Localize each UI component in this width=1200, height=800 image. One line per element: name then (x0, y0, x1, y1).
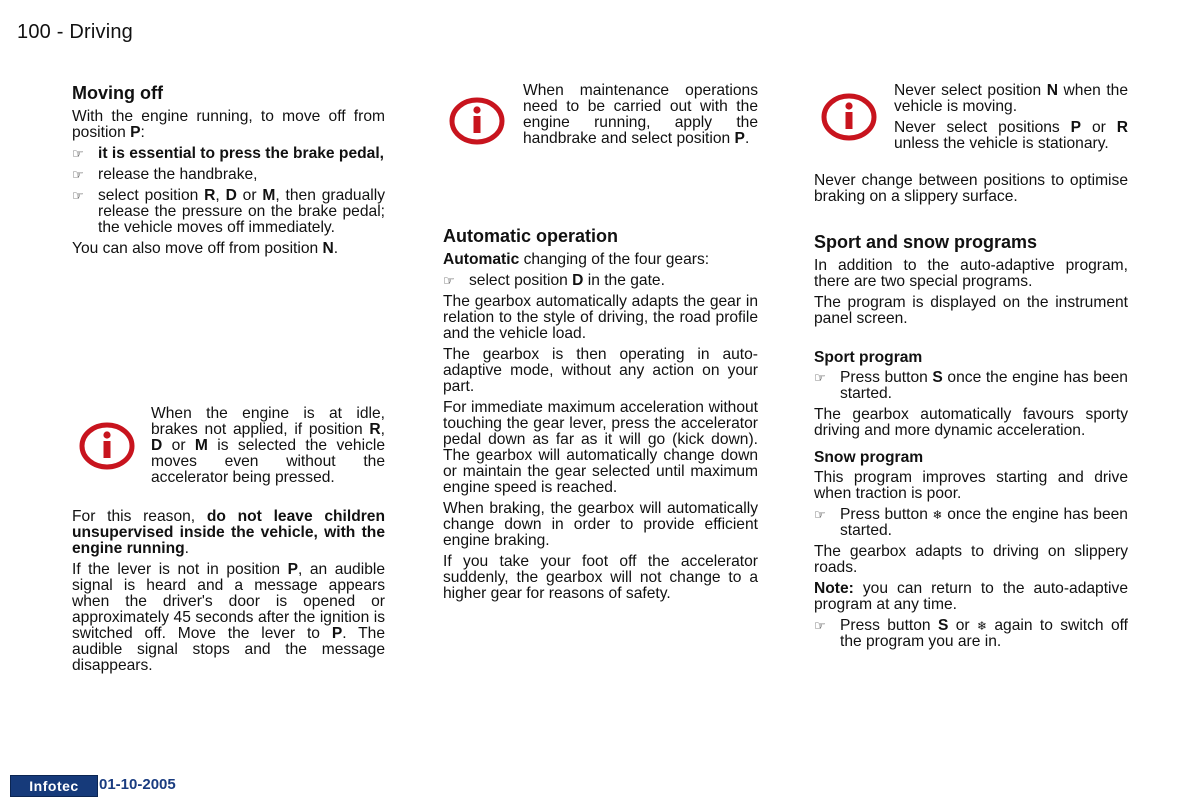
info-warning-icon (820, 91, 878, 143)
paragraph: In addition to the auto-adaptive program, there are two special programs. (814, 257, 1128, 290)
list-item: ☞ Press button ❄ once the engine has been started. (814, 506, 1128, 539)
snow-program-heading: Snow program (814, 449, 924, 466)
pointing-hand-icon: ☞ (72, 188, 84, 203)
list-item: ☞ it is essential to press the brake pedal, (72, 145, 384, 162)
infotec-logo: Infotec (10, 775, 98, 797)
list-item: ☞ select position R, D or M, then gradually release the pressure on the brake pedal; the vehicle moves off immediately. (72, 187, 385, 236)
list-item: ☞ release the handbrake, (72, 166, 258, 183)
paragraph: The gearbox is then operating in auto-adaptive mode, without any action on your part. (443, 346, 758, 395)
list-item: ☞ Press button S or ❄ again to switch off the program you are in. (814, 617, 1129, 650)
info-warning-icon (78, 420, 136, 472)
paragraph: The gearbox automatically adapts the gear in relation to the style of driving, the road profile and the vehicle load. (443, 293, 758, 342)
automatic-operation-heading: Automatic operation (443, 226, 619, 246)
column-left-lower (72, 509, 385, 679)
paragraph: This program improves starting and drive when traction is poor. (814, 469, 1128, 502)
paragraph: The gearbox automatically favours sporty driving and more dynamic acceleration. (814, 406, 1128, 439)
column-left (72, 83, 385, 262)
paragraph: The gearbox adapts to driving on slippery roads. (814, 543, 1128, 576)
sport-snow-heading: Sport and snow programs (814, 232, 1038, 252)
idle-warning-box (78, 406, 385, 506)
moving-off-heading: Moving off (72, 83, 163, 103)
list-item: ☞ select position D in the gate. (443, 272, 665, 289)
column-middle (443, 226, 758, 607)
sport-program-heading: Sport program (814, 349, 923, 366)
never-change-text: Never change between positions to optimise braking on a slippery surface. (814, 172, 1128, 205)
pointing-hand-icon: ☞ (814, 507, 826, 522)
lever-signal-text: If the lever is not in position P, an audible signal is heard and a message appears when the driver's door is opened or approximately 45 seconds after the ignition is switched off. Move the lever to P. The audible signal stops and the message disappears. (72, 561, 386, 674)
info-warning-icon (448, 95, 506, 147)
pointing-hand-icon: ☞ (72, 146, 84, 161)
idle-warning-text: When the engine is at idle, brakes not applied, if position R, D or M is selected the vehicle moves even without the accelerator being pressed. (151, 405, 386, 486)
pointing-hand-icon: ☞ (443, 273, 455, 288)
pointing-hand-icon: ☞ (72, 167, 84, 182)
snowflake-icon: ❄ (932, 508, 943, 522)
snowflake-icon: ❄ (976, 619, 988, 633)
list-item: ☞ Press button S once the engine has been started. (814, 369, 1128, 402)
never-select-n-text: Never select position N when the vehicle is moving. (894, 82, 1129, 115)
maintenance-warning-box (448, 83, 758, 173)
paragraph: The program is displayed on the instrument panel screen. (814, 294, 1128, 327)
move-off-neutral-text: You can also move off from position N. (72, 240, 339, 257)
moving-off-intro: With the engine running, to move off from position P: (72, 108, 385, 141)
note-text: Note: you can return to the auto-adaptive program at any time. (814, 580, 1128, 613)
pointing-hand-icon: ☞ (814, 618, 826, 633)
pointing-hand-icon: ☞ (814, 370, 826, 385)
paragraph: For immediate maximum acceleration without touching the gear lever, press the accelerator pedal down as far as it will go (kick down). The gearbox will automatically change down or maintain the gear selected until maximum engine speed is reached. (443, 399, 758, 496)
column-right (814, 173, 1128, 655)
print-date: 01-10-2005 (99, 776, 176, 793)
neutral-warning-box (820, 83, 1128, 173)
never-select-pr-text: Never select positions P or R unless the vehicle is stationary. (894, 119, 1129, 152)
children-warning-text: For this reason, do not leave children unsupervised inside the vehicle, with the engine running. (72, 508, 386, 557)
page-header: 100 - Driving (17, 21, 133, 43)
maintenance-warning-text: When maintenance operations need to be carried out with the engine running, apply the handbrake and select position P. (523, 82, 758, 147)
paragraph: When braking, the gearbox will automatically change down in order to provide efficient engine braking. (443, 500, 758, 549)
automatic-intro: Automatic changing of the four gears: (443, 251, 710, 268)
paragraph: If you take your foot off the accelerator suddenly, the gearbox will not change to a higher gear for reasons of safety. (443, 553, 758, 602)
